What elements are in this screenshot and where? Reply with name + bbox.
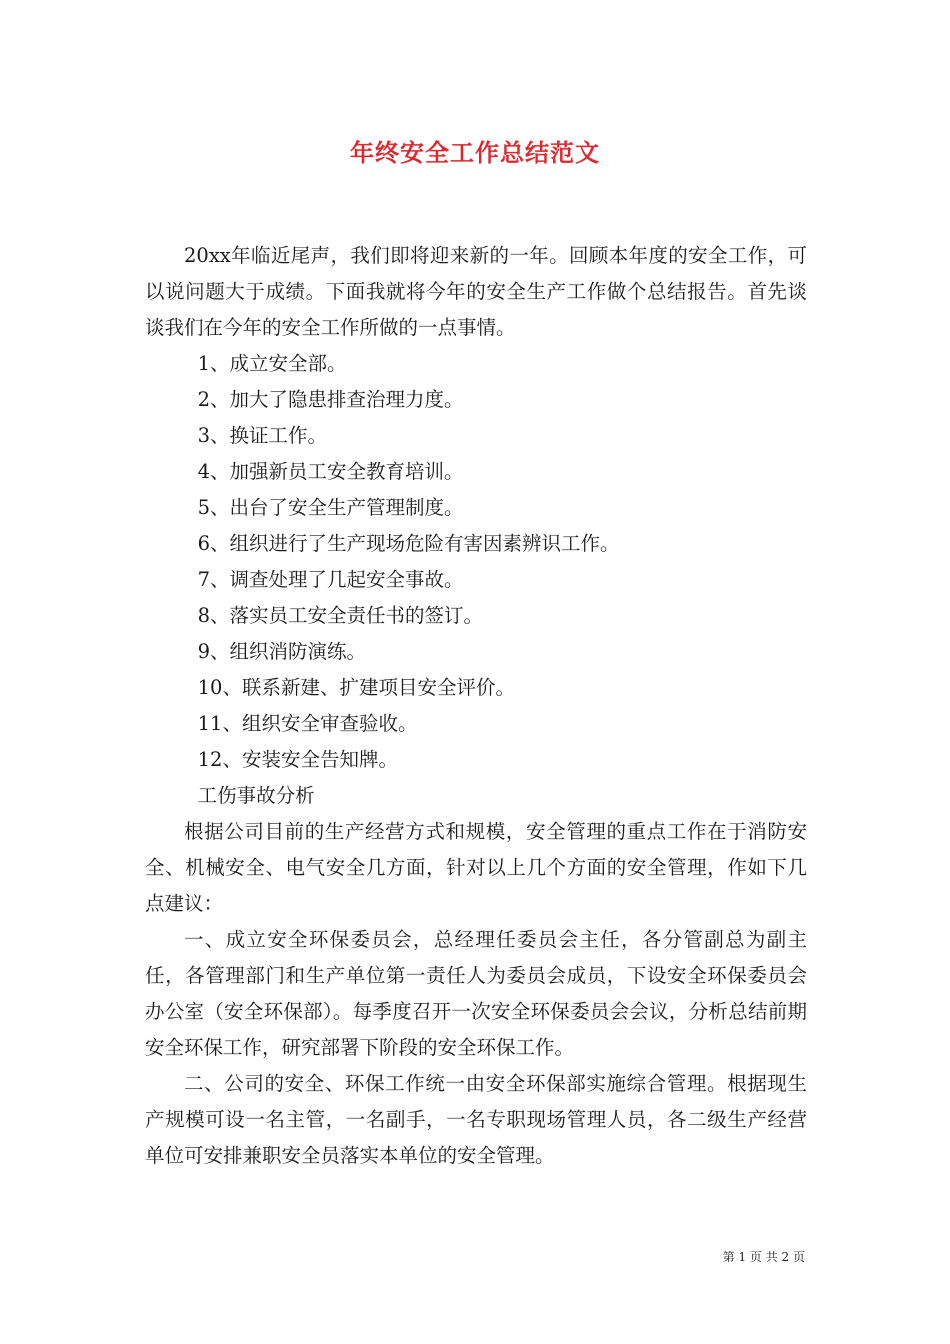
list-item: 3、换证工作。	[197, 424, 328, 447]
page-number: 第 1 页 共 2 页	[722, 1250, 805, 1264]
list-item: 1、成立安全部。	[197, 352, 347, 375]
list-item: 12、安装安全告知牌。	[197, 748, 398, 771]
document-title: 年终安全工作总结范文	[350, 139, 600, 167]
intro-paragraph: 20xx年临近尾声，我们即将迎来新的一年。回顾本年度的安全工作，可以说问题大于成绩。下面我就将今年的安全生产工作做个总结报告。首先谈谈我们在今年的安全工作所做的一点事情。	[145, 244, 807, 339]
body-paragraph: 根据公司目前的生产经营方式和规模，安全管理的重点工作在于消防安全、机械安全、电气安全几方面，针对以上几个方面的安全管理，作如下几点建议：	[145, 820, 807, 915]
document-body	[145, 238, 807, 1174]
list-item: 11、组织安全审查验收。	[197, 712, 418, 735]
list-item: 10、联系新建、扩建项目安全评价。	[197, 676, 515, 699]
list-item: 9、组织消防演练。	[197, 640, 367, 663]
body-paragraph: 一、成立安全环保委员会，总经理任委员会主任，各分管副总为副主任，各管理部门和生产单位第一责任人为委员会成员，下设安全环保委员会办公室（安全环保部）。每季度召开一次安全环保委员会会议，分析总结前期安全环保工作，研究部署下阶段的安全环保工作。	[145, 928, 807, 1059]
body-paragraph: 二、公司的安全、环保工作统一由安全环保部实施综合管理。根据现生产规模可设一名主管，一名副手，一名专职现场管理人员，各二级生产经营单位可安排兼职安全员落实本单位的安全管理。	[145, 1072, 807, 1167]
list-item: 5、出台了安全生产管理制度。	[197, 496, 464, 519]
section-heading: 工伤事故分析	[197, 784, 315, 807]
list-item: 2、加大了隐患排查治理力度。	[197, 388, 464, 411]
list-item: 8、落实员工安全责任书的签订。	[197, 604, 484, 627]
list-item: 6、组织进行了生产现场危险有害因素辨识工作。	[197, 532, 620, 555]
list-item: 4、加强新员工安全教育培训。	[197, 460, 464, 483]
list-item: 7、调查处理了几起安全事故。	[197, 568, 464, 591]
